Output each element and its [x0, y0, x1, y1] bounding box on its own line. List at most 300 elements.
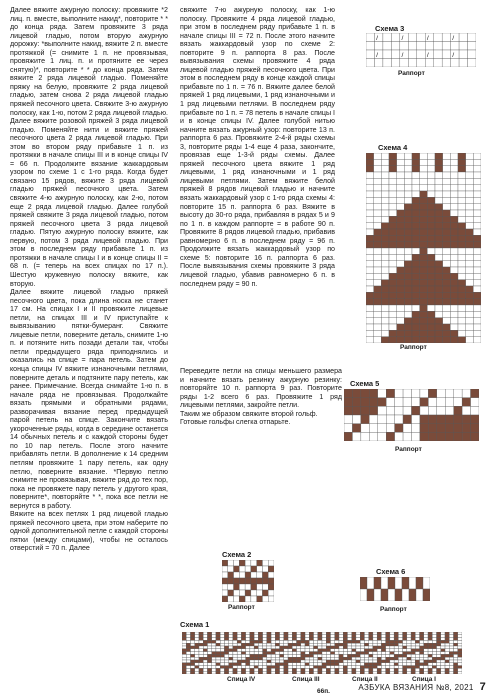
chart-cell [420, 654, 424, 657]
chart-cell [374, 318, 382, 324]
chart-cell [445, 632, 449, 635]
chart-cell [381, 191, 389, 197]
chart-cell [347, 646, 351, 649]
chart-cell [473, 299, 481, 305]
chart-cell [397, 159, 405, 165]
chart-cell [343, 663, 347, 666]
chart-cell [271, 652, 275, 655]
chart-cell [398, 666, 402, 669]
chart-cell [301, 663, 305, 666]
chart-cell [267, 671, 271, 674]
chart-cell [412, 267, 420, 273]
chart-cell [427, 178, 435, 184]
chart-cell [262, 584, 268, 590]
chart-cell [458, 223, 466, 229]
chart-cell [381, 286, 389, 292]
chart-cell [411, 654, 415, 657]
chart-cell [441, 671, 445, 674]
chart-cell [443, 210, 451, 216]
chart-cell [373, 635, 377, 638]
chart-cell [450, 223, 458, 229]
chart-cell [268, 572, 274, 578]
chart-cell [420, 185, 428, 191]
chart-cell [258, 646, 262, 649]
chart-cell [361, 415, 369, 424]
chart-cell [343, 649, 347, 652]
chart-cell [216, 666, 220, 669]
chart-cell [394, 657, 398, 660]
chart-cell [458, 273, 466, 279]
chart-cell [254, 643, 258, 646]
chart-cell [412, 424, 420, 433]
chart-cell [314, 638, 318, 641]
chart-cell [326, 638, 330, 641]
chart-cell [420, 632, 424, 635]
chart-cell [403, 671, 407, 674]
chart-cell [398, 635, 402, 638]
chart-cell [437, 654, 441, 657]
chart-cell [381, 223, 389, 229]
chart-cell [466, 286, 474, 292]
chart-cell [220, 663, 224, 666]
chart-cell [458, 311, 466, 317]
chart-cell [374, 242, 382, 248]
chart-cell [404, 153, 412, 159]
chart-cell [267, 657, 271, 660]
chart-cell [352, 649, 356, 652]
chart-cell [454, 638, 458, 641]
chart-cell [258, 635, 262, 638]
chart-cell [271, 638, 275, 641]
chart-cell [366, 204, 374, 210]
chart-cell [466, 305, 474, 311]
chart-cell [449, 632, 453, 635]
chart-cell [427, 210, 435, 216]
chart-cell [246, 638, 250, 641]
chart-cell [190, 649, 194, 652]
chart-cell [404, 254, 412, 260]
chart-cell [458, 210, 466, 216]
chart-cell [254, 632, 258, 635]
chart-cell [374, 248, 382, 254]
chart-cell [233, 671, 237, 674]
chart-cell [445, 671, 449, 674]
chart-cell [415, 663, 419, 666]
chart-cell [417, 42, 425, 51]
chart-cell [335, 643, 339, 646]
chart-cell [369, 646, 373, 649]
chart-cell [403, 389, 411, 398]
chart-cell [454, 389, 462, 398]
chart-cell [420, 261, 428, 267]
chart-cell [199, 668, 203, 671]
chart-cell [462, 398, 470, 407]
chart-cell [347, 666, 351, 669]
chart-cell [407, 660, 411, 663]
chart-cell [233, 666, 237, 669]
chart-cell [454, 415, 462, 424]
chart-cell [466, 273, 474, 279]
chart-cell [404, 223, 412, 229]
chart-cell [199, 652, 203, 655]
scheme-2-chart [222, 560, 274, 602]
chart-cell [356, 652, 360, 655]
chart-symbol: / [426, 51, 429, 59]
chart-cell [443, 286, 451, 292]
chart-cell [473, 153, 481, 159]
chart-cell [207, 666, 211, 669]
chart-cell [435, 292, 443, 298]
chart-cell [403, 668, 407, 671]
chart-cell [445, 652, 449, 655]
chart-cell [318, 635, 322, 638]
chart-cell [203, 640, 207, 643]
chart-cell [369, 432, 377, 441]
chart-cell [250, 660, 254, 663]
chart-cell [458, 646, 462, 649]
chart-cell [186, 663, 190, 666]
chart-cell [239, 578, 245, 584]
chart-cell [389, 159, 397, 165]
chart-cell [241, 646, 245, 649]
chart-cell [190, 646, 194, 649]
chart-cell [233, 649, 237, 652]
chart-cell [195, 632, 199, 635]
chart-cell [381, 666, 385, 669]
chart-cell [364, 649, 368, 652]
chart-cell [412, 311, 420, 317]
chart-cell [186, 666, 190, 669]
chart-cell [186, 660, 190, 663]
chart-cell [427, 223, 435, 229]
chart-cell [263, 654, 267, 657]
chart-cell [468, 33, 476, 42]
chart-cell [394, 643, 398, 646]
chart-cell [407, 671, 411, 674]
chart-cell [404, 159, 412, 165]
chart-cell [404, 311, 412, 317]
chart-cell [459, 33, 467, 42]
chart-cell [443, 223, 451, 229]
chart-cell [271, 668, 275, 671]
chart-cell [420, 643, 424, 646]
chart-cell [258, 632, 262, 635]
chart-cell [407, 643, 411, 646]
chart-cell [443, 159, 451, 165]
chart-cell [284, 663, 288, 666]
chart-cell [182, 638, 186, 641]
chart-cell [373, 643, 377, 646]
chart-cell [216, 663, 220, 666]
chart-cell [381, 640, 385, 643]
chart-cell [373, 649, 377, 652]
chart-cell [458, 286, 466, 292]
chart-cell [326, 643, 330, 646]
chart-cell [352, 643, 356, 646]
chart-cell [424, 649, 428, 652]
chart-cell [381, 172, 389, 178]
chart-cell [297, 666, 301, 669]
paragraph: Вяжите на всех петлях 1 ряд лицевой гладью пряжей песочного цвета, при этом наберите по одной дополнительной петле с каждой стороны пятки (между спицами), чтобы не осталось отверстий = 70 п. Далее [10, 510, 168, 553]
chart-cell [394, 654, 398, 657]
chart-cell [435, 197, 443, 203]
chart-cell [466, 191, 474, 197]
chart-cell [271, 640, 275, 643]
needle-label: Спица IV [227, 676, 256, 683]
chart-cell [441, 643, 445, 646]
chart-cell [190, 657, 194, 660]
chart-cell [435, 166, 443, 172]
chart-cell [220, 632, 224, 635]
text-column-middle-bottom [180, 367, 342, 427]
rapport-label: Раппорт [380, 606, 407, 613]
chart-cell [450, 166, 458, 172]
chart-cell [369, 666, 373, 669]
chart-cell [352, 671, 356, 674]
chart-cell [378, 398, 386, 407]
chart-cell [411, 668, 415, 671]
chart-cell [389, 299, 397, 305]
chart-cell [381, 210, 389, 216]
rapport-label: Раппорт [228, 604, 255, 611]
chart-cell [275, 668, 279, 671]
chart-cell [427, 216, 435, 222]
chart-cell [434, 33, 442, 42]
chart-cell [246, 663, 250, 666]
chart-cell [297, 657, 301, 660]
chart-cell [356, 668, 360, 671]
chart-cell [258, 666, 262, 669]
chart-cell [398, 649, 402, 652]
chart-cell [404, 324, 412, 330]
chart-cell [443, 242, 451, 248]
chart-cell [471, 406, 479, 415]
chart-cell [366, 50, 374, 59]
chart-cell [212, 657, 216, 660]
chart-cell [374, 191, 382, 197]
chart-cell [443, 330, 451, 336]
chart-cell [216, 649, 220, 652]
chart-cell [374, 589, 381, 601]
chart-cell [258, 640, 262, 643]
chart-cell [424, 660, 428, 663]
chart-cell [374, 172, 382, 178]
chart-cell [263, 649, 267, 652]
chart-cell [432, 643, 436, 646]
chart-cell [398, 654, 402, 657]
chart-cell [366, 286, 374, 292]
chart-cell [420, 649, 424, 652]
chart-cell [309, 668, 313, 671]
chart-cell [458, 191, 466, 197]
chart-cell [366, 242, 374, 248]
chart-cell [415, 640, 419, 643]
chart-cell [437, 638, 441, 641]
chart-cell [425, 59, 433, 68]
chart-cell [412, 178, 420, 184]
chart-cell [246, 654, 250, 657]
chart-cell [182, 652, 186, 655]
chart-cell [292, 640, 296, 643]
chart-cell [432, 638, 436, 641]
chart-cell [271, 660, 275, 663]
chart-cell [343, 668, 347, 671]
rapport-label: Раппорт [395, 446, 422, 453]
chart-cell [473, 273, 481, 279]
chart-cell [404, 299, 412, 305]
chart-cell [366, 216, 374, 222]
chart-cell [427, 273, 435, 279]
chart-cell [381, 185, 389, 191]
chart-cell [263, 671, 267, 674]
chart-cell [420, 671, 424, 674]
chart-cell [360, 646, 364, 649]
chart-cell [263, 666, 267, 669]
chart-cell [389, 197, 397, 203]
chart-cell [352, 640, 356, 643]
chart-cell [257, 590, 263, 596]
chart-cell [271, 632, 275, 635]
chart-cell [229, 643, 233, 646]
chart-cell [339, 660, 343, 663]
chart-cell [224, 657, 228, 660]
chart-cell [224, 666, 228, 669]
chart-cell [400, 42, 408, 51]
chart-cell [335, 668, 339, 671]
chart-cell [381, 318, 389, 324]
chart-cell [428, 635, 432, 638]
chart-cell [397, 261, 405, 267]
chart-cell [352, 652, 356, 655]
chart-cell [404, 280, 412, 286]
chart-cell [212, 632, 216, 635]
chart-cell [239, 560, 245, 566]
chart-cell [411, 649, 415, 652]
chart-cell [343, 635, 347, 638]
chart-cell [424, 671, 428, 674]
chart-cell [389, 242, 397, 248]
chart-cell [246, 660, 250, 663]
paragraph: Далее вяжите лицевой гладью пряжей песочного цвета, пока длина носка не станет 17 см. На спицах I и II провяжите лицевые петли, на спицах III и IV приступайте к вывязыванию пятки-бумеранг. Свяжите лицевые петли, поверните деталь, снимите 1-ю п. и потяните нить позади детали так, чтобы петли предыдущего ряда приподнялись и оказались на спице = пара петель. Затем до конца спицы IV вяжите изнаночными петлями, поверните деталь и подтяните пару петель, как ранее. Примечание. Всегда снимайте 1-ю п. в начале ряда не провязывая. Продолжайте вязать прямыми и обратными рядами, разворачивая вязание перед предыдущей парой петель на спице. Закончите вязать укороченные ряды, когда в середине останется 14 обычных петель и с каждой стороны будет по 10 пар петель. После этого начните прибавлять петли. В дополнение к 14 средним петлям провяжите 1 пару петель, как одну петлю, поверните вязание. *Первую петлю снимите не провязывая, вяжите ряд до тех пор, пока не провяжете пару петель у другого края, поверните*, повторяйте * *, пока все петли не вернутся в работу. [10, 288, 168, 510]
chart-cell [383, 50, 391, 59]
chart-cell [203, 660, 207, 663]
chart-cell [216, 643, 220, 646]
chart-cell [309, 652, 313, 655]
chart-cell [263, 635, 267, 638]
chart-cell [381, 646, 385, 649]
chart-cell [268, 596, 274, 602]
chart-cell [471, 389, 479, 398]
chart-cell [369, 668, 373, 671]
chart-cell [262, 560, 268, 566]
chart-cell [449, 660, 453, 663]
chart-cell [397, 286, 405, 292]
chart-cell [441, 652, 445, 655]
chart-cell [458, 153, 466, 159]
chart-cell [441, 640, 445, 643]
chart-cell [318, 663, 322, 666]
chart-cell [314, 632, 318, 635]
chart-cell [275, 666, 279, 669]
chart-cell [428, 632, 432, 635]
chart-cell [427, 185, 435, 191]
chart-cell [305, 663, 309, 666]
chart-cell [417, 33, 425, 42]
chart-cell [222, 578, 228, 584]
chart-cell [288, 649, 292, 652]
chart-cell [412, 415, 420, 424]
chart-cell [182, 635, 186, 638]
chart-cell [322, 657, 326, 660]
chart-cell [473, 235, 481, 241]
chart-cell [374, 59, 382, 68]
chart-cell [441, 660, 445, 663]
chart-cell [318, 632, 322, 635]
chart-cell [275, 671, 279, 674]
chart-cell [241, 666, 245, 669]
chart-cell [466, 223, 474, 229]
chart-cell [369, 638, 373, 641]
chart-cell [229, 640, 233, 643]
chart-cell [271, 663, 275, 666]
chart-cell [343, 652, 347, 655]
chart-cell [309, 643, 313, 646]
chart-cell [386, 638, 390, 641]
chart-cell [416, 577, 423, 589]
chart-cell [343, 671, 347, 674]
chart-cell [246, 635, 250, 638]
chart-cell [237, 640, 241, 643]
chart-cell [445, 666, 449, 669]
chart-cell [241, 649, 245, 652]
chart-cell [449, 652, 453, 655]
chart-cell [309, 649, 313, 652]
rapport-label: Раппорт [400, 344, 427, 351]
chart-cell [454, 432, 462, 441]
rapport-label: Раппорт [398, 70, 425, 77]
chart-cell [443, 216, 451, 222]
chart-cell [404, 166, 412, 172]
chart-cell [462, 415, 470, 424]
chart-cell [473, 197, 481, 203]
chart-cell [427, 261, 435, 267]
chart-cell [309, 635, 313, 638]
chart-cell [388, 589, 395, 601]
chart-cell [381, 589, 388, 601]
chart-cell [314, 643, 318, 646]
chart-cell [356, 657, 360, 660]
chart-cell [389, 318, 397, 324]
chart-cell [420, 311, 428, 317]
chart-cell [301, 632, 305, 635]
chart-cell [466, 159, 474, 165]
chart-cell [195, 671, 199, 674]
chart-cell [267, 643, 271, 646]
chart-cell [458, 267, 466, 273]
chart-cell [288, 666, 292, 669]
chart-cell [374, 267, 382, 273]
chart-cell [343, 638, 347, 641]
chart-cell [326, 649, 330, 652]
chart-cell [435, 330, 443, 336]
chart-cell [445, 657, 449, 660]
chart-cell [462, 406, 470, 415]
chart-cell [263, 652, 267, 655]
chart-cell [445, 654, 449, 657]
chart-cell [404, 267, 412, 273]
chart-cell [292, 646, 296, 649]
chart-cell [207, 632, 211, 635]
